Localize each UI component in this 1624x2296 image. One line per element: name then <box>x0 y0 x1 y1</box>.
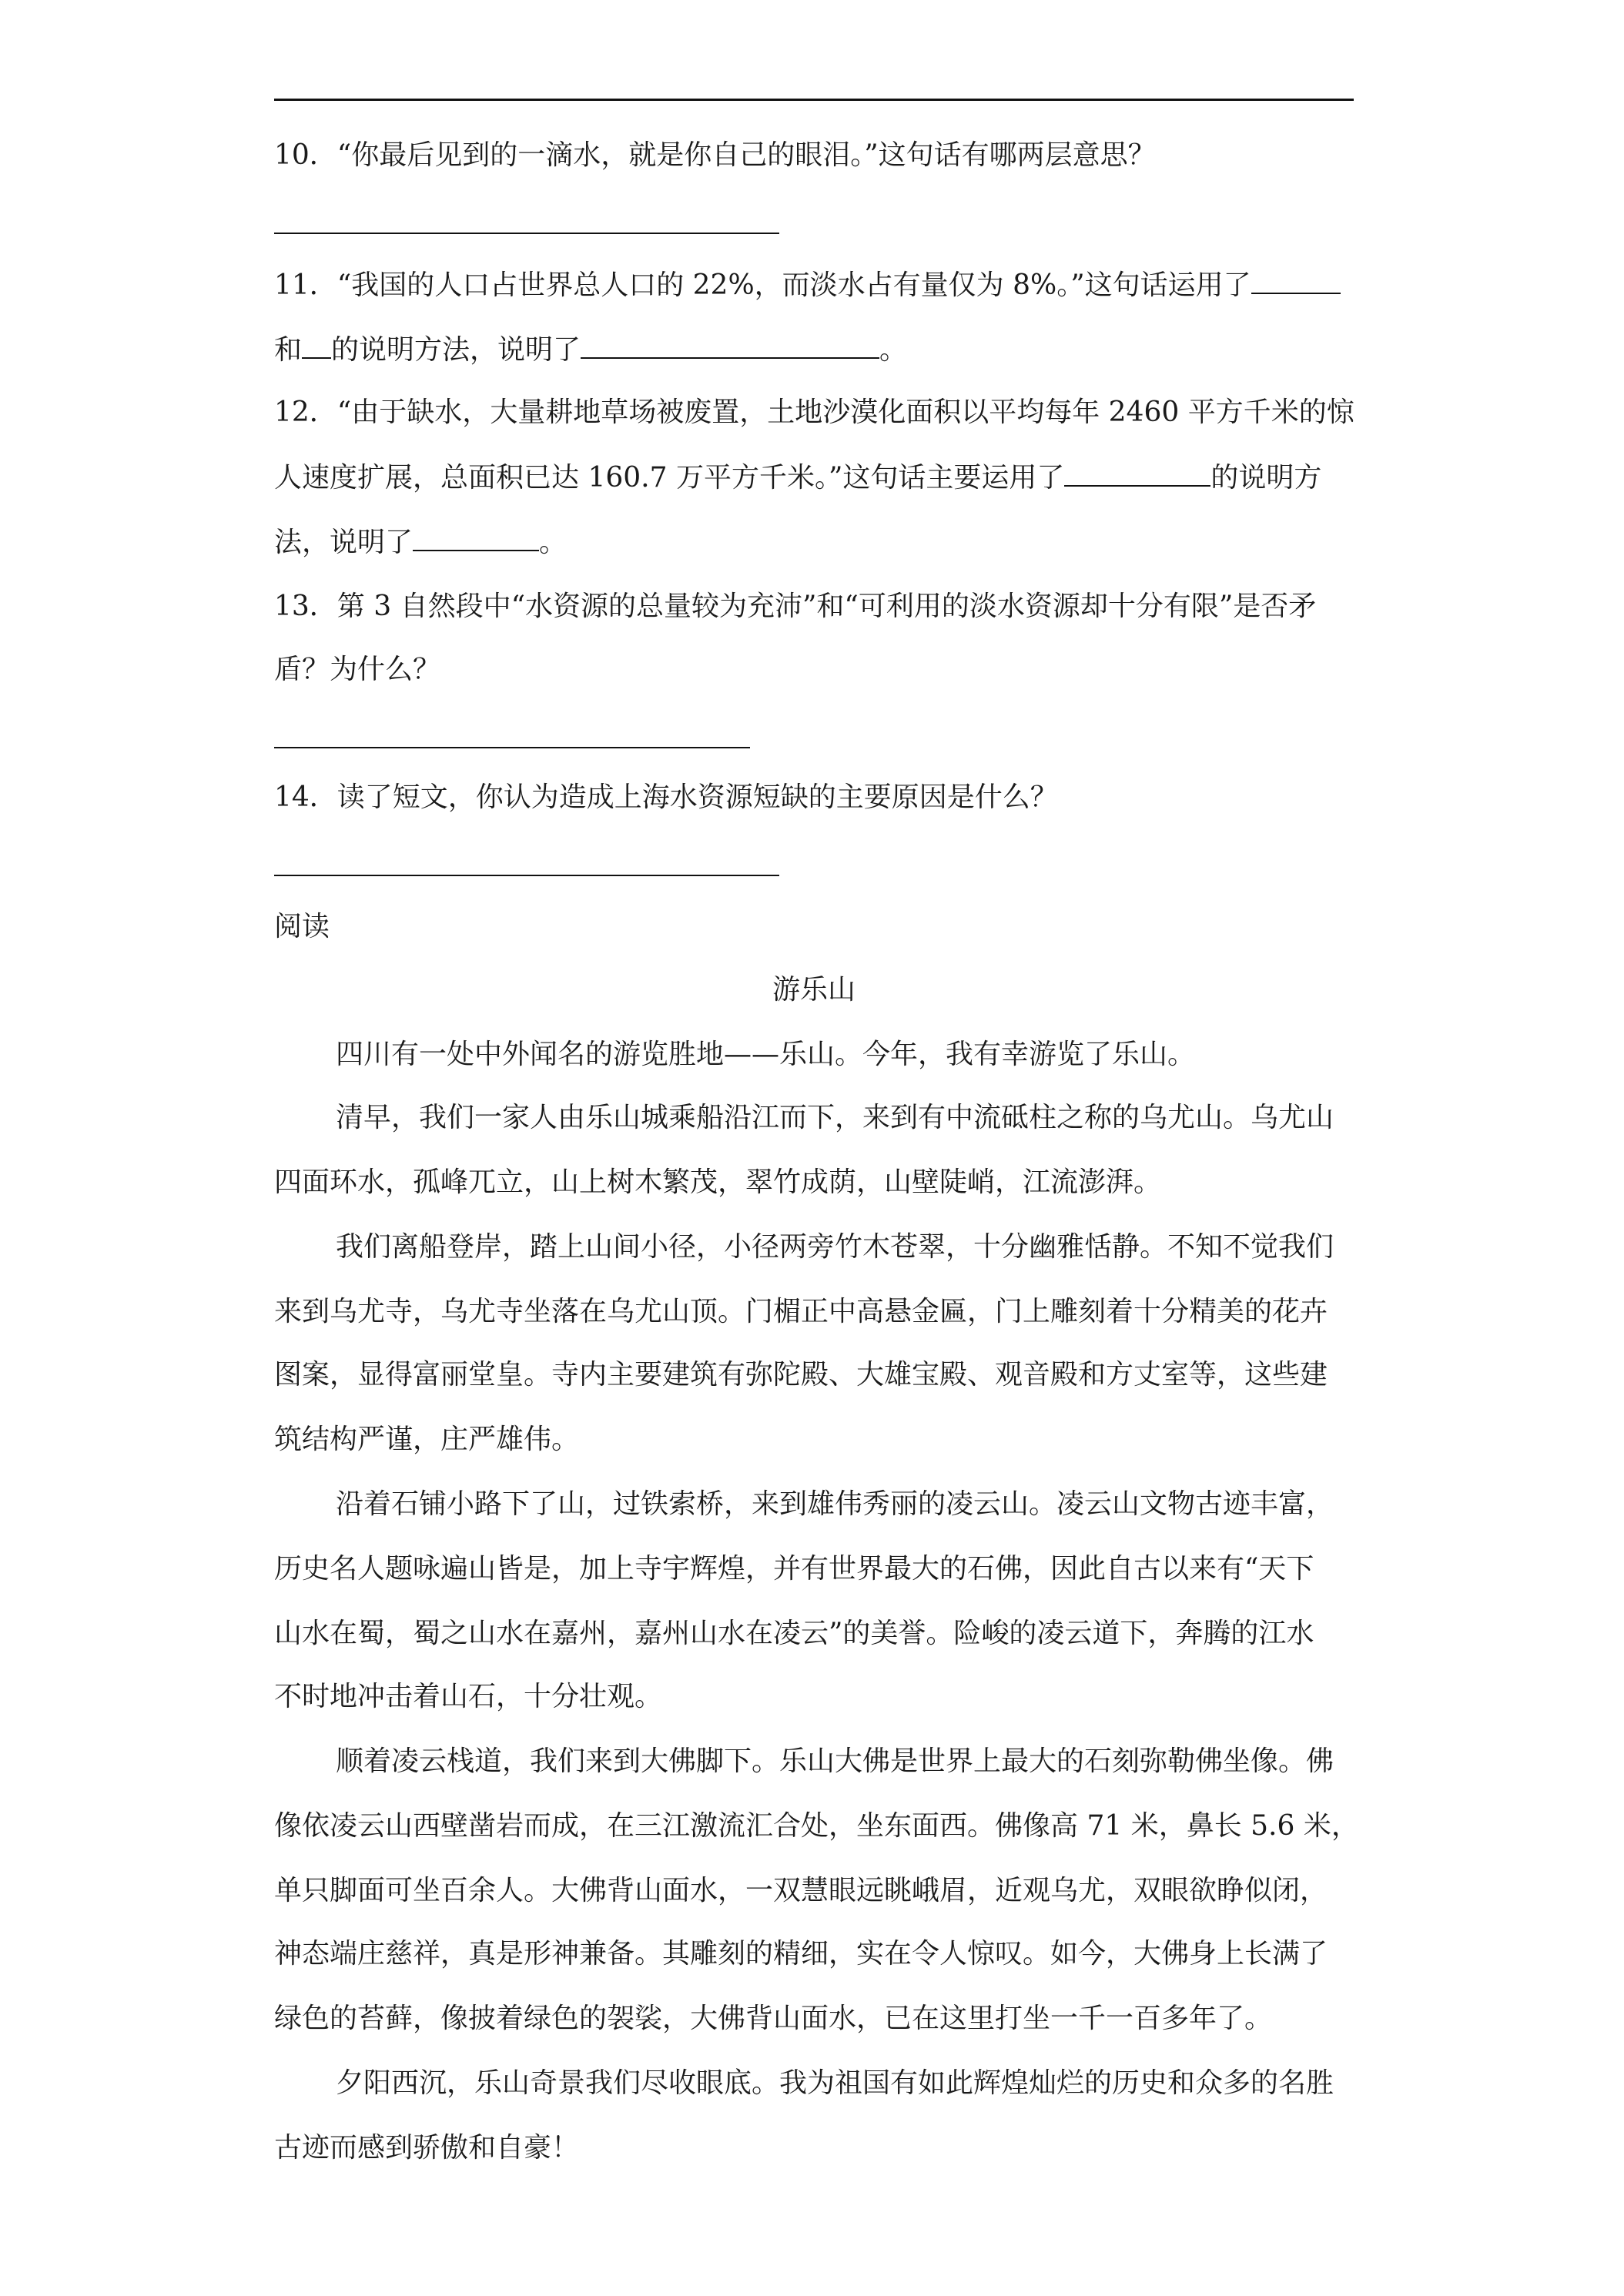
q12-text-3a: 法，说明了 <box>274 527 414 558</box>
question-10: 10．“你最后见到的一滴水，就是你自己的眼泪。”这句话有哪两层意思？ <box>274 139 1156 171</box>
reading-label: 阅读 <box>274 911 330 942</box>
top-rule <box>274 99 1354 101</box>
q11-text-4: 。 <box>879 334 908 366</box>
q12-text-2a: 人速度扩展，总面积已达 160.7 万平方千米。”这句话主要运用了 <box>274 462 1065 494</box>
q11-text-3: 的说明方法，说明了 <box>331 334 581 366</box>
passage-line: 清早，我们一家人由乐山城乘船沿江而下，来到有中流砥柱之称的乌尤山。乌尤山 <box>336 1102 1334 1133</box>
passage-line: 历史名人题咏遍山皆是，加上寺宇辉煌，并有世界最大的石佛，因此自古以来有“天下 <box>274 1553 1314 1585</box>
passage-line: 像依凌云山西壁凿岩而成，在三江激流汇合处，坐东面西。佛像高 71 米，鼻长 5.6 米， <box>274 1810 1359 1842</box>
q11-text-2: 和 <box>274 334 303 366</box>
passage-line: 四川有一处中外闻名的游览胜地——乐山。今年，我有幸游览了乐山。 <box>336 1039 1196 1070</box>
q11-blank-1[interactable] <box>1251 266 1341 294</box>
question-13-line2: 盾？为什么？ <box>274 654 441 685</box>
passage-line: 神态端庄慈祥，真是形神兼备。其雕刻的精细，实在令人惊叹。如今，大佛身上长满了 <box>274 1938 1328 1970</box>
answer-line-10[interactable] <box>274 233 779 234</box>
question-14: 14．读了短文，你认为造成上海水资源短缺的主要原因是什么？ <box>274 782 1058 813</box>
passage-line: 绿色的苔藓，像披着绿色的袈裟，大佛背山面水，已在这里打坐一千一百多年了。 <box>274 2003 1273 2034</box>
passage-line: 不时地冲击着山石，十分壮观。 <box>274 1681 663 1712</box>
passage-line: 来到乌尤寺，乌尤寺坐落在乌尤山顶。门楣正中高悬金匾，门上雕刻着十分精美的花卉 <box>274 1296 1328 1327</box>
passage-line: 四面环水，孤峰兀立，山上树木繁茂，翠竹成荫，山壁陡峭，江流澎湃。 <box>274 1166 1162 1198</box>
passage-line: 古迹而感到骄傲和自豪！ <box>274 2132 580 2164</box>
q12-text-3b: 。 <box>539 527 568 558</box>
question-12-line2 <box>274 459 1354 496</box>
q12-text-2b: 的说明方 <box>1210 462 1322 494</box>
question-12-line3 <box>274 524 1354 561</box>
question-11-line1 <box>274 266 1354 303</box>
passage-title: 游乐山 <box>772 974 856 1006</box>
answer-line-14[interactable] <box>274 875 779 876</box>
q11-text-1: 11．“我国的人口占世界总人口的 22%，而淡水占有量仅为 8%。”这句话运用了 <box>274 269 1251 301</box>
passage-line: 夕阳西沉，乐山奇景我们尽收眼底。我为祖国有如此辉煌灿烂的历史和众多的名胜 <box>336 2067 1334 2099</box>
passage-line: 单只脚面可坐百余人。大佛背山面水，一双慧眼远眺峨眉，近观乌尤，双眼欲睁似闭， <box>274 1875 1328 1906</box>
passage-line: 顺着凌云栈道，我们来到大佛脚下。乐山大佛是世界上最大的石刻弥勒佛坐像。佛 <box>336 1745 1334 1777</box>
passage-line: 我们离船登岸，踏上山间小径，小径两旁竹木苍翠，十分幽雅恬静。不知不觉我们 <box>336 1231 1334 1263</box>
q12-blank-2[interactable] <box>413 524 539 551</box>
passage-line: 图案，显得富丽堂皇。寺内主要建筑有弥陀殿、大雄宝殿、观音殿和方丈室等，这些建 <box>274 1359 1328 1391</box>
question-11-line2 <box>274 331 1354 368</box>
passage-line: 筑结构严谨，庄严雄伟。 <box>274 1424 580 1455</box>
passage-line: 沿着石铺小路下了山，过铁索桥，来到雄伟秀丽的凌云山。凌云山文物古迹丰富， <box>336 1488 1334 1520</box>
answer-line-13[interactable] <box>274 747 750 748</box>
question-13-line1: 13．第 3 自然段中“水资源的总量较为充沛”和“可利用的淡水资源却十分有限”是否矛 <box>274 591 1317 622</box>
q12-blank-1[interactable] <box>1064 459 1210 487</box>
question-12-line1: 12．“由于缺水，大量耕地草场被废置，土地沙漠化面积以平均每年 2460 平方千米的惊 <box>274 397 1354 428</box>
q11-blank-3[interactable] <box>581 331 879 359</box>
passage-line: 山水在蜀，蜀之山水在嘉州，嘉州山水在凌云”的美誉。险峻的凌云道下，奔腾的江水 <box>274 1618 1314 1649</box>
q11-blank-2[interactable] <box>302 331 331 359</box>
